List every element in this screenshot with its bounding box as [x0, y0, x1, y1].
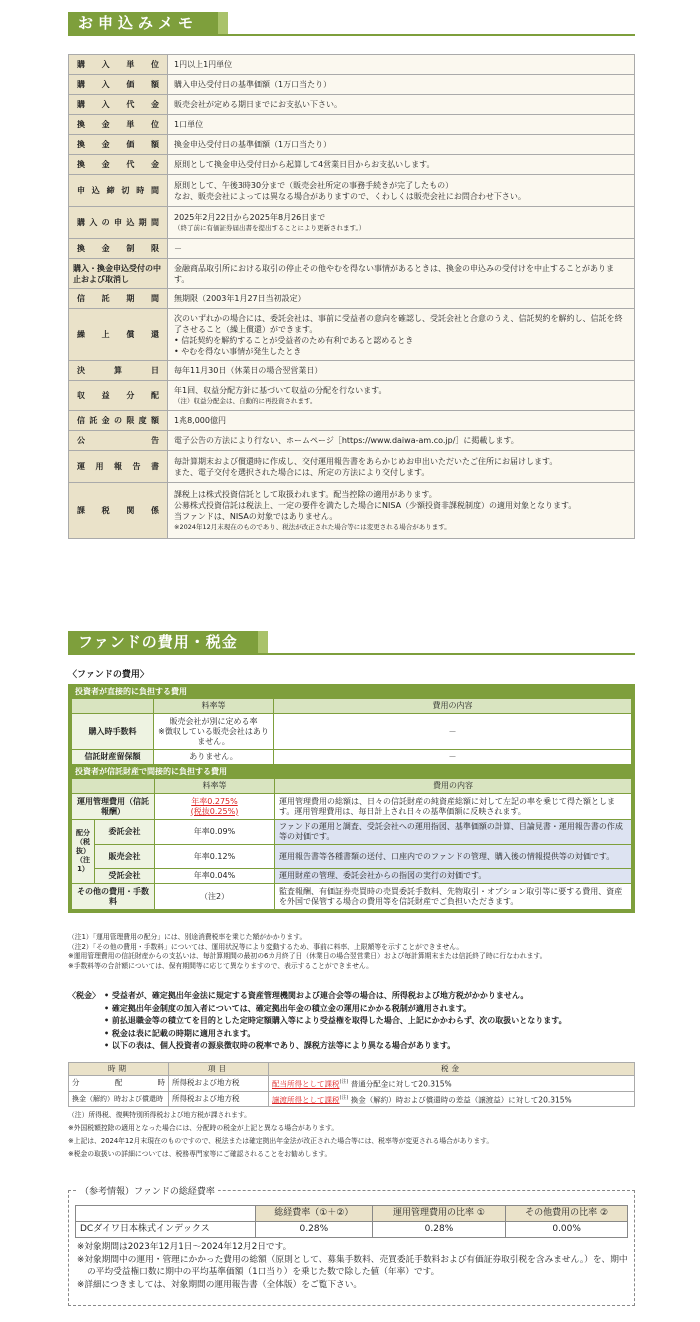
tax-rate: 換金（解約）時および償還時の差益（譲渡益）に対して20.315% [350, 1095, 572, 1104]
reference-title: （参考情報）ファンドの総経費率 [77, 1184, 218, 1197]
total-ratio: 0.28% [256, 1222, 373, 1238]
memo-value [168, 135, 635, 155]
tax-item: • 以下の表は、個人投資者の源泉徴収時の税率であり、課税方法等により異なる場合があります。 [104, 1040, 638, 1053]
memo-value [168, 309, 635, 361]
purchase-fee-label: 購入時手数料 [72, 714, 154, 750]
memo-table [68, 54, 635, 539]
fee-note: ※手数料等の合計額については、保有期間等に応じて異なりますので、表示することができません。 [68, 961, 373, 970]
memo-row [69, 381, 635, 411]
head-total: 総経費率（①＋②） [256, 1206, 373, 1222]
tax-item: • 税金は表に記載の時期に適用されます。 [104, 1028, 638, 1041]
fee-note: （注2）「その他の費用・手数料」については、運用状況等により変動するため、事前に料率、上限額等を示すことができません。 [68, 942, 464, 951]
memo-value [168, 259, 635, 289]
alloc-name-3: 受託会社 [95, 869, 155, 884]
tax-note: ※上記は、2024年12月末現在のものですので、税法または確定拠出年金法が改正された場合等には、税率等が変更される場合があります。 [68, 1137, 494, 1145]
memo-row [69, 155, 635, 175]
tax-period: 分配時 [69, 1076, 169, 1092]
indirect-table [71, 778, 632, 910]
tax-item: • 受益者が、確定拠出年金法に規定する資産管理機関および連合会等の場合は、所得税および地方税がかかりません。 [104, 990, 638, 1003]
ref-note: ※詳細につきましては、対象期間の運用報告書（全体版）をご覧下さい。 [77, 1279, 363, 1290]
memo-value-text: 電子公告の方法により行ない、ホームページ［https://www.daiwa-am.co.jp/］に掲載します。 [174, 436, 519, 445]
tax-cell [269, 1076, 635, 1092]
memo-label: 申込締切時間 [69, 175, 168, 207]
blank-head [76, 1206, 256, 1222]
tax-item-cell: 所得税および地方税 [169, 1091, 269, 1107]
memo-row [69, 55, 635, 75]
head-other: その他費用の比率 ② [506, 1206, 628, 1222]
memo-value-text: 年1回、収益分配方針に基づいて収益の分配を行ないます。 [174, 385, 387, 395]
memo-value [168, 361, 635, 381]
memo-note: ※2024年12月末現在のものであり、税法が改正された場合等には変更される場合があります。 [174, 522, 451, 531]
tax-head-tax: 税金 [269, 1063, 635, 1076]
memo-row [69, 483, 635, 539]
memo-value [168, 115, 635, 135]
head-content: 費用の内容 [275, 779, 632, 794]
tax-sup: (注) [339, 1094, 349, 1101]
memo-value-text: － [174, 244, 182, 253]
alloc-content-3: 運用財産の管理、委託会社からの指図の実行の対価です。 [275, 869, 632, 884]
memo-label: 課税関係 [69, 483, 168, 539]
other-fee-content: 監査報酬、有価証券売買時の売買委託手数料、先物取引・オプション取引等に要する費用、資産を外国で保管する場合の費用等を信託財産でご負担いただきます。 [275, 884, 632, 910]
memo-value-text: 1兆8,000億円 [174, 416, 226, 425]
memo-value-text: 原則として、午後3時30分まで（販売会社所定の事務手続きが完了したもの） なお、販売会社によっては異なる場合がありますので、くわしくは販売会社にお問合わせ下さい。 [174, 180, 526, 201]
memo-row [69, 75, 635, 95]
head-mgmt: 運用管理費用の比率 ① [372, 1206, 506, 1222]
tax-rate: 普通分配金に対して20.315% [350, 1079, 452, 1089]
memo-label: 購入価額 [69, 75, 168, 95]
memo-value [168, 95, 635, 115]
mgmt-fee-label: 運用管理費用（信託報酬） [72, 794, 155, 820]
alloc-content-2: 運用報告書等各種書類の送付、口座内でのファンドの管理、購入後の情報提供等の対価です。 [275, 845, 632, 869]
direct-bar: 投資者が直接的に負担する費用 [75, 687, 187, 696]
memo-row [69, 451, 635, 483]
blank-head [72, 779, 155, 794]
other-fee-label: その他の費用・手数料 [72, 884, 155, 910]
memo-row [69, 361, 635, 381]
fee-note: （注1）「運用管理費用の配分」には、別途消費税率を乗じた額がかかります。 [68, 933, 307, 941]
tax-notes [68, 1109, 648, 1161]
memo-label: 購入代金 [69, 95, 168, 115]
alloc-rate-1: 年率0.09% [155, 820, 275, 845]
section-title: ファンドの費用・税金 [68, 631, 258, 653]
memo-row [69, 207, 635, 239]
memo-row [69, 411, 635, 431]
other-ratio: 0.00% [506, 1222, 628, 1238]
section-rule [68, 34, 635, 36]
memo-label: 公告 [69, 431, 168, 451]
head-content: 費用の内容 [274, 699, 632, 714]
section-rule [68, 653, 635, 655]
memo-row [69, 309, 635, 361]
tax-period: 換金（解約）時および償還時 [69, 1091, 169, 1107]
memo-value [168, 155, 635, 175]
memo-row [69, 239, 635, 259]
memo-row [69, 289, 635, 309]
section-header-memo [68, 12, 635, 36]
indirect-bar: 投資者が信託財産で間接的に負担する費用 [75, 767, 227, 776]
tax-cell [269, 1091, 635, 1107]
memo-value [168, 175, 635, 207]
memo-value-text: 2025年2月22日から2025年8月26日まで [174, 212, 326, 222]
memo-value [168, 239, 635, 259]
memo-note: （終了前に有価証券届出書を提出することにより更新されます。） [174, 223, 366, 232]
memo-note: （注）収益分配金は、自動的に再投資されます。 [174, 396, 317, 405]
tax-type: 譲渡所得として課税 [272, 1095, 340, 1104]
alloc-name-2: 販売会社 [95, 845, 155, 869]
fee-notes [68, 933, 648, 971]
memo-label: 換金単位 [69, 115, 168, 135]
alloc-content-1: ファンドの運用と調査、受託会社への運用指図、基準価額の計算、目論見書・運用報告書の作成等の対価です。 [275, 820, 632, 845]
ref-note: ※対象期間中の運用・管理にかかった費用の総額（原則として、募集手数料、売買委託手数料および有価証券取引税を含みません。）を、期中の平均受益権口数に期中の平均基準価額（1口当り）を乗じた数で除した値（年率）です。 [77, 1254, 628, 1277]
tax-type: 配当所得として課税 [272, 1079, 340, 1089]
head-rate: 料率等 [155, 779, 275, 794]
trust-retention-label: 信託財産留保額 [72, 750, 154, 765]
head-rate: 料率等 [154, 699, 274, 714]
tax-item: • 前払退職金等の積立てを目的とした定時定額購入等により受益権を取得した場合、上記にかかわらず、次の取扱いとなります。 [104, 1015, 638, 1028]
alloc-name-1: 委託会社 [95, 820, 155, 845]
mgmt-rate-incl: 年率0.275% [191, 796, 238, 806]
section-header-fees [68, 631, 635, 655]
other-fee-rate: （注2） [155, 884, 275, 910]
memo-value [168, 483, 635, 539]
tax-note: （注）所得税、復興特別所得税および地方税が課されます。 [68, 1111, 251, 1119]
mgmt-fee-rate [155, 794, 275, 820]
memo-value [168, 411, 635, 431]
mgmt-ratio: 0.28% [372, 1222, 506, 1238]
memo-value-text: 課税上は株式投資信託として取扱われます。配当控除の適用があります。 公募株式投資信託は税法上、一定の要件を満たした場合にNISA（少額投資非課税制度）の適用対象となります。 当ファンドは、NISAの対象ではありません。 [174, 489, 577, 521]
tax-section [68, 990, 638, 1053]
tax-sup: (注) [339, 1079, 349, 1085]
memo-row [69, 431, 635, 451]
ref-note: ※対象期間は2023年12月1日～2024年12月2日です。 [77, 1242, 292, 1252]
memo-value-text: 1円以上1円単位 [174, 60, 233, 69]
trust-retention-rate: ありません。 [154, 750, 274, 765]
memo-label: 運用報告書 [69, 451, 168, 483]
memo-value-text: 毎年11月30日（休業日の場合翌営業日） [174, 366, 323, 375]
reference-box [68, 1187, 635, 1306]
memo-row [69, 95, 635, 115]
memo-value-text: 1口単位 [174, 120, 204, 129]
memo-label: 繰上償還 [69, 309, 168, 361]
memo-value [168, 381, 635, 411]
tax-item: • 確定拠出年金制度の加入者については、確定拠出年金の積立金の運用にかかる税制が適用されます。 [104, 1003, 638, 1016]
tax-label: 〈税金〉 [68, 991, 100, 1000]
memo-value-text: 購入申込受付日の基準価額（1万口当たり） [174, 80, 332, 89]
tax-table [68, 1062, 635, 1107]
memo-value [168, 75, 635, 95]
tax-note: ※税金の取扱いの詳細については、税務専門家等にご確認されることをお勧めします。 [68, 1150, 332, 1158]
memo-row [69, 135, 635, 155]
memo-value-text: 次のいずれかの場合には、委託会社は、事前に受益者の意向を確認し、受託会社と合意のうえ、信託契約を解約し、信託を終了させること（繰上償還）ができます。 • 信託契約を解約することが受益者のため有利であると認めるとき • やむを得ない事情が発生したとき [174, 313, 623, 356]
expense-ratio-table [75, 1205, 628, 1238]
memo-label: 購入単位 [69, 55, 168, 75]
memo-value [168, 451, 635, 483]
memo-value [168, 55, 635, 75]
memo-label: 収益分配 [69, 381, 168, 411]
memo-value-text: 原則として換金申込受付日から起算して4営業日目からお支払いします。 [174, 160, 435, 169]
fee-note: ※運用管理費用の信託財産からの支払いは、毎計算期間の最初の6カ月終了日（休業日の場合翌営業日）および毎計算期末または信託終了時に行なわれます。 [68, 952, 547, 961]
trust-retention-content: － [274, 750, 632, 765]
memo-row [69, 259, 635, 289]
memo-row [69, 175, 635, 207]
tax-item-cell: 所得税および地方税 [169, 1076, 269, 1092]
fund-name: DCダイワ日本株式インデックス [76, 1222, 256, 1238]
mgmt-rate-excl: (税抜0.25%) [190, 806, 239, 816]
tax-head-period: 時期 [69, 1063, 169, 1076]
memo-row [69, 115, 635, 135]
memo-label: 信託期間 [69, 289, 168, 309]
memo-value-text: 販売会社が定める期日までにお支払い下さい。 [174, 100, 342, 109]
memo-label: 決算日 [69, 361, 168, 381]
mgmt-fee-content: 運用管理費用の総額は、日々の信託財産の純資産総額に対して左記の率を乗じて得た額とします。運用管理費用は、毎日計上され日々の基準価額に反映されます。 [275, 794, 632, 820]
memo-value-text: 無期限（2003年1月27日当初設定） [174, 294, 306, 303]
memo-value [168, 207, 635, 239]
purchase-fee-content: － [274, 714, 632, 750]
memo-label: 購入・換金申込受付の中止および取消し [69, 259, 168, 289]
memo-value [168, 431, 635, 451]
memo-label: 信託金の限度額 [69, 411, 168, 431]
section-title: お申込みメモ [68, 12, 218, 34]
memo-label: 換金価額 [69, 135, 168, 155]
fee-box [68, 684, 635, 913]
memo-value-text: 毎計算期末および償還時に作成し、交付運用報告書をあらかじめお申出いただいたご住所にお届けします。 また、電子交付を選択された場合には、所定の方法により交付します。 [174, 456, 558, 477]
alloc-rate-2: 年率0.12% [155, 845, 275, 869]
blank-head [72, 699, 154, 714]
direct-table [71, 698, 632, 765]
memo-value-text: 金融商品取引所における取引の停止その他やむを得ない事情があるときは、換金の申込みの受付けを中止することがあります。 [174, 263, 614, 284]
alloc-label: 配分（税抜）（注1） [72, 820, 95, 884]
tax-note: ※外国税額控除の適用となった場合には、分配時の税金が上記と異なる場合があります。 [68, 1124, 339, 1132]
memo-value-text: 換金申込受付日の基準価額（1万口当たり） [174, 140, 332, 149]
memo-label: 購入の申込期間 [69, 207, 168, 239]
fee-subtitle: 〈ファンドの費用〉 [68, 670, 149, 680]
reference-notes [77, 1241, 629, 1291]
memo-label: 換金制限 [69, 239, 168, 259]
purchase-fee-rate: 販売会社が別に定める率 ※徴収している販売会社はありません。 [154, 714, 274, 750]
memo-label: 換金代金 [69, 155, 168, 175]
memo-value [168, 289, 635, 309]
tax-head-item: 項目 [169, 1063, 269, 1076]
alloc-rate-3: 年率0.04% [155, 869, 275, 884]
